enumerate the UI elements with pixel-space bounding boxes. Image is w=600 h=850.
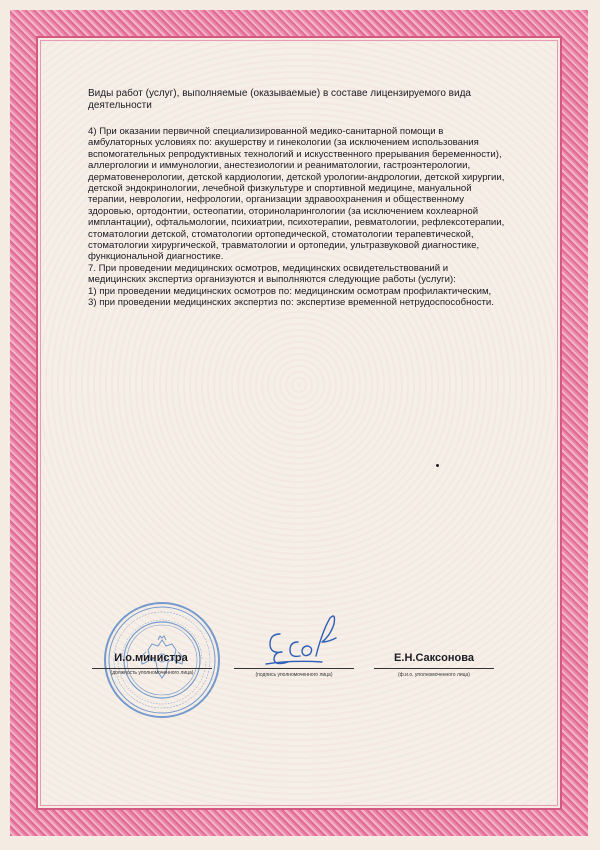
signature-caption: (подпись уполномоченного лица) (255, 672, 333, 678)
paragraph-7-3: 3) при проведении медицинских экспертиз по: экспертизе временной нетрудоспособности. (88, 297, 494, 309)
role-caption: (должность уполномоченного лица) (110, 670, 194, 676)
name-underline (374, 668, 494, 669)
paragraph-7-1: 1) при проведении медицинских осмотров по: медицинским осмотрам профилактическим, (88, 285, 492, 297)
signatory-role: И.о.министра (114, 652, 188, 664)
signatory-name: Е.Н.Саксонова (394, 652, 474, 664)
document-heading: Виды работ (услуг), выполняемые (оказываемые) в составе лицензируемого вида деятельности (88, 88, 471, 111)
document-body (88, 88, 508, 309)
role-underline (92, 668, 212, 669)
signature-underline (234, 668, 354, 669)
paragraph-7: 7. При проведении медицинских осмотров, медицинских освидетельствований и медицинских экспертиз организуются и выполняются следующие работы (услуги): (88, 262, 456, 286)
paragraph-4: 4) При оказании первичной специализированной медико-санитарной помощи в амбулаторных условиях по: акушерству и гинекологии (за исключением использования вспомогательных репродуктивных технологий и искусственного прерывания беременности), аллергологии и иммунологии, анестезиологии и реаниматологии, гастроэнтерологии, дерматовенерологии, детской кардиологии, детской урологии-андрологии, детской хирургии, детской эндокринологии, лечебной физкультуре и спортивной медицине, мануальной терапии, неврологии, нефрологии, организации здравоохранения и общественному здоровью, ортодонтии, остеопатии, оториноларингологии (за исключением кохлеарной имплантации), офтальмологии, психиатрии, психотерапии, ревматологии, рефлексотерапии, стоматологии детской, стоматологии ортопедической, стоматологии терапевтической, стоматологии хирургической, травматологии и ортопедии, ультразвуковой диагностике, функциональной диагностике. (88, 126, 505, 263)
handwritten-signature-icon (252, 612, 352, 668)
stray-dot (436, 464, 439, 467)
name-caption: (ф.и.о. уполномоченного лица) (398, 672, 470, 678)
